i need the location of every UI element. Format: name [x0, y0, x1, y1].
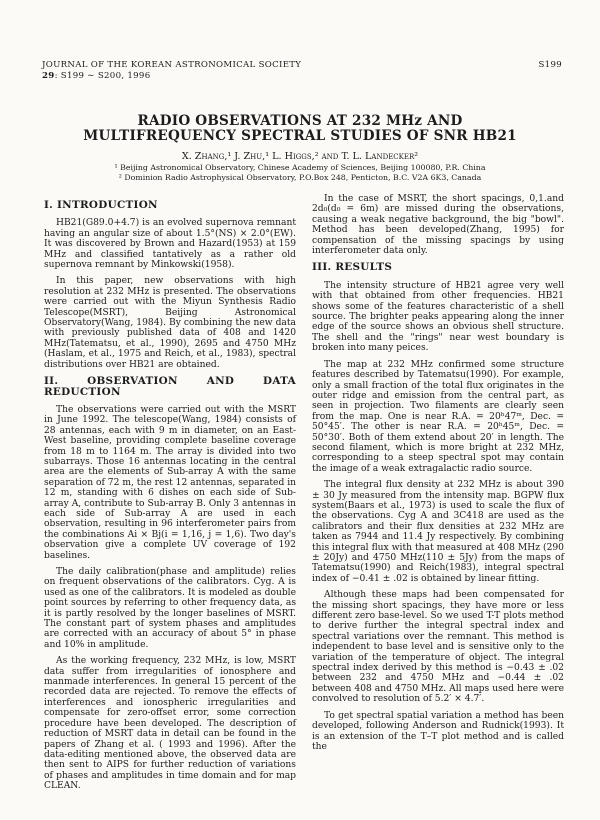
obs-paragraph-2: The daily calibration(phase and amplitude) relies on frequent observations of the calibrators. Cyg. A is used as one of the calibrators. It is modeled as double point sources by referring to other frequency data, as it is partly resolved by the longer baselines of MSRT. The constant part of system phases and amplitudes are corrected with an accuracy of about 5° in phase and 10% in amplitude. — [44, 567, 296, 650]
paper-title — [40, 114, 560, 144]
journal-pages: : S199 ∼ S200, 1996 — [54, 71, 151, 81]
obs-paragraph-1: The observations were carried out with the MSRT in June 1992. The telescope(Wang, 1984) consists of 28 antennas, each with 9 m in diameter, on an East-West baseline, providing complete baseline coverage from 18 m to 1164 m. The array is divided into two subarrays. Those 16 antennas locating in the central area are the elements of Sub-array A with the same separation of 72 m, the rest 12 antennas, separated in 12 m, standing with 6 dishes on each side of Sub-array A, contribute to Sub-array B. Only 3 antennas in each side of Sub-array A are used in each observation, resulting in 96 interferometer pairs from the combinations Ai × Bj(i = 1,16, j = 1,6). Two day's observation give a complete UV coverage of 192 baselines. — [44, 404, 296, 561]
page-number: S199 — [538, 60, 562, 70]
results-paragraph-1: The intensity structure of HB21 agree very well with that obtained from other frequencies. HB21 shows some of the features characteristic of a shell source. The brighter peaks appearing along the inner edge of the source shows an obvious shell structure. The shell and the "rings" near west boundary is broken into many peices. — [312, 280, 564, 354]
journal-volume: 29 — [42, 71, 55, 81]
journal-header — [42, 60, 562, 82]
results-paragraph-3: The integral flux density at 232 MHz is about 390 ± 30 Jy measured from the intensity map. BGPW flux system(Baars et al., 1973) is used to scale the flux of the observations. Cyg A and 3C418 are used as the calibrators and their flux densities at 232 MHz are taken as 7944 and 11.4 Jy respectively. By combining this integral flux with that measured at 408 MHz (290 ± 20Jy) and 4750 MHz(110 ± 5Jy) from the maps of Tatematsu(1990) and Reich(1983), integral spectral index of −0.41 ± .02 is obtained by linear fitting. — [312, 480, 564, 584]
intro-paragraph-2: In this paper, new observations with high resolution at 232 MHz is presented. The observations were carried out with the Miyun Synthesis Radio Telescope(MSRT), Beijing Astronomical Observatory(Wang, 1984). By combining the new data with previously published data of 408 and 1420 MHz(Tatematsu, et al., 1990), 2695 and 4750 MHz (Haslam, et al., 1975 and Reich, et al., 1983), spectral distributions over HB21 are obtained. — [44, 276, 296, 370]
affiliation-2: ² Dominion Radio Astrophysical Observatory, P.O.Box 248, Penticton, B.C. V2A 6K3, Canada — [118, 173, 482, 182]
title-line-2: MULTIFREQUENCY SPECTRAL STUDIES OF SNR HB21 — [83, 128, 517, 144]
journal-name: JOURNAL OF THE KOREAN ASTRONOMICAL SOCIETY — [42, 60, 302, 70]
section-heading-observation: II. OBSERVATION AND DATA REDUCTION — [44, 375, 296, 398]
title-line-1: RADIO OBSERVATIONS AT 232 MHz AND — [137, 113, 463, 129]
intro-paragraph-1: HB21(G89.0+4.7) is an evolved supernova remnant having an angular size of about 1.5°(NS) × 2.0°(EW). It was discovered by Brown and Hazard(1953) at 159 MHz and classified tantatively as a rather old supernova remnant by Minkowski(1958). — [44, 218, 296, 271]
section-heading-results: III. RESULTS — [312, 261, 393, 274]
section-heading-introduction: I. INTRODUCTION — [44, 199, 158, 211]
right-column — [312, 194, 564, 758]
journal-volume-line — [42, 71, 562, 82]
results-paragraph-4: Although these maps had been compensated for the missing short spacings, they have more or less different zero base-level. So we used T-T plots method to derive further the integral spectral index and spectral variations over the remnant. This method is independent to base level and is sensitive only to the variation of the temperature of object. The integral spectral index derived by this method is −0.43 ± .02 between 232 and 4750 MHz and −0.44 ± .02 between 408 and 4750 MHz. All maps used here were convolved to resolution of 5.2′ × 4.7′. — [312, 590, 564, 705]
results-paragraph-5: To get spectral spatial variation a method has been developed, following Anderson and Rudnick(1993). It is an extension of the T–T plot method and is called the — [312, 710, 564, 752]
affiliation-1: ¹ Beijing Astronomical Observatory, Chinese Academy of Sciences, Beijing 100080, P.R. China — [114, 163, 486, 172]
affiliations — [40, 163, 560, 183]
author-list: X. Zhang,¹ J. Zhu,¹ L. Higgs,² and T. L. Landecker² — [181, 151, 419, 162]
results-paragraph-2: The map at 232 MHz confirmed some structure features described by Tatematsu(1990). For example, only a small fraction of the total flux originates in the outer ridge and emission from the central part, as seen in projection. Two filaments are clearly seen from the map. One is near R.A. = 20ʰ47ᵐ, Dec. = 50°45′. The other is near R.A. = 20ʰ45ᵐ, Dec. = 50°30′. Both of them extend about 20′ in length. The second filament, which is more bright at 232 MHz, corresponding to a steep spectral spot may contain the image of a weak extragalactic radio source. — [312, 359, 564, 474]
obs-paragraph-4: In the case of MSRT, the short spacings, 0,1.and 2d₀(d₀ = 6m) are missed during the observations, causing a weak negative background, the big "bowl". Method has been developed(Zhang, 1995) for compensation of the missing spacings by using interferometer data only. — [312, 194, 564, 257]
obs-paragraph-3: As the working frequency, 232 MHz, is low, MSRT data suffer from irregularities of ionosphere and manmade interferences. In general 15 percent of the recorded data are rejected. To remove the effects of interferences and ionospheric irregularities and compensate for zero-offset error, some correction procedure have been developed. The description of reduction of MSRT data in detail can be found in the papers of Zhang et al. ( 1993 and 1996). After the data-editing mentioned above, the observed data are then sent to AIPS for further reduction of variations of phases and amplitudes in time domain and for map CLEAN. — [44, 656, 296, 792]
left-column — [44, 194, 296, 798]
